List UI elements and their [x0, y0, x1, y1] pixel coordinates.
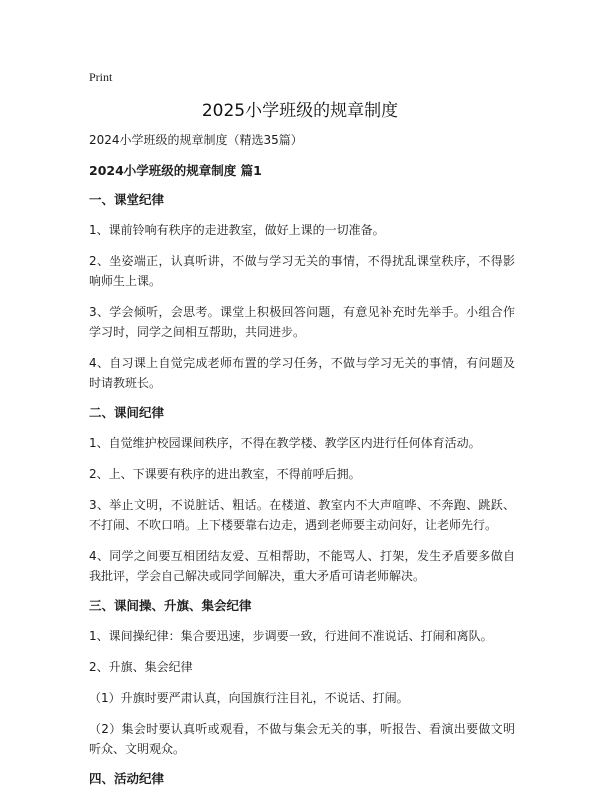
paragraph: 4、同学之间要互相团结友爱、互相帮助，不能骂人、打架，发生矛盾要多做自我批评，学会自己解决或同学间解决，重大矛盾可请老师解决。: [89, 549, 515, 583]
paragraph: 2、升旗、集会纪律: [89, 660, 193, 674]
document-subtitle: 2024小学班级的规章制度（精选35篇）: [89, 133, 303, 147]
paragraph: 1、课前铃响有秩序的走进教室，做好上课的一切准备。: [89, 223, 385, 237]
print-link[interactable]: Print: [89, 70, 113, 84]
paragraph: 3、举止文明，不说脏话、粗话。在楼道、教室内不大声喧哗、不奔跑、跳跃、不打闹、不吹口哨。上下楼要靠右边走，遇到老师要主动问好，让老师先行。: [89, 498, 515, 532]
paragraph: 4、自习课上自觉完成老师布置的学习任务，不做与学习无关的事情，有问题及时请教班长。: [89, 356, 515, 390]
document-body: [89, 131, 515, 799]
paragraph: （2）集会时要认真听或观看，不做与集会无关的事，听报告、看演出要做文明听众、文明观众。: [89, 722, 515, 756]
page-title: 2025小学班级的规章制度: [201, 101, 399, 121]
paragraph: 1、课间操纪律：集合要迅速，步调要一致，行进间不准说话、打闹和离队。: [89, 629, 493, 643]
paragraph: 2、坐姿端正，认真听讲，不做与学习无关的事情，不得扰乱课堂秩序，不得影响师生上课。: [89, 254, 515, 288]
article-heading: 2024小学班级的规章制度 篇1: [89, 163, 262, 178]
section-heading-recess: 二、课间纪律: [89, 405, 165, 420]
section-heading-activity: 四、活动纪律: [89, 771, 165, 786]
section-heading-classroom: 一、课堂纪律: [89, 192, 165, 207]
paragraph: 3、学会倾听，会思考。课堂上积极回答问题，有意见补充时先举手。小组合作学习时，同学之间相互帮助，共同进步。: [89, 305, 515, 339]
paragraph: 2、上、下课要有秩序的进出教室，不得前呼后拥。: [89, 467, 361, 481]
paragraph: 1、自觉维护校园课间秩序，不得在教学楼、教学区内进行任何体育活动。: [89, 436, 481, 450]
section-heading-assembly: 三、课间操、升旗、集会纪律: [89, 598, 252, 613]
paragraph: （1）升旗时要严肃认真，向国旗行注目礼，不说话、打闹。: [89, 691, 409, 705]
